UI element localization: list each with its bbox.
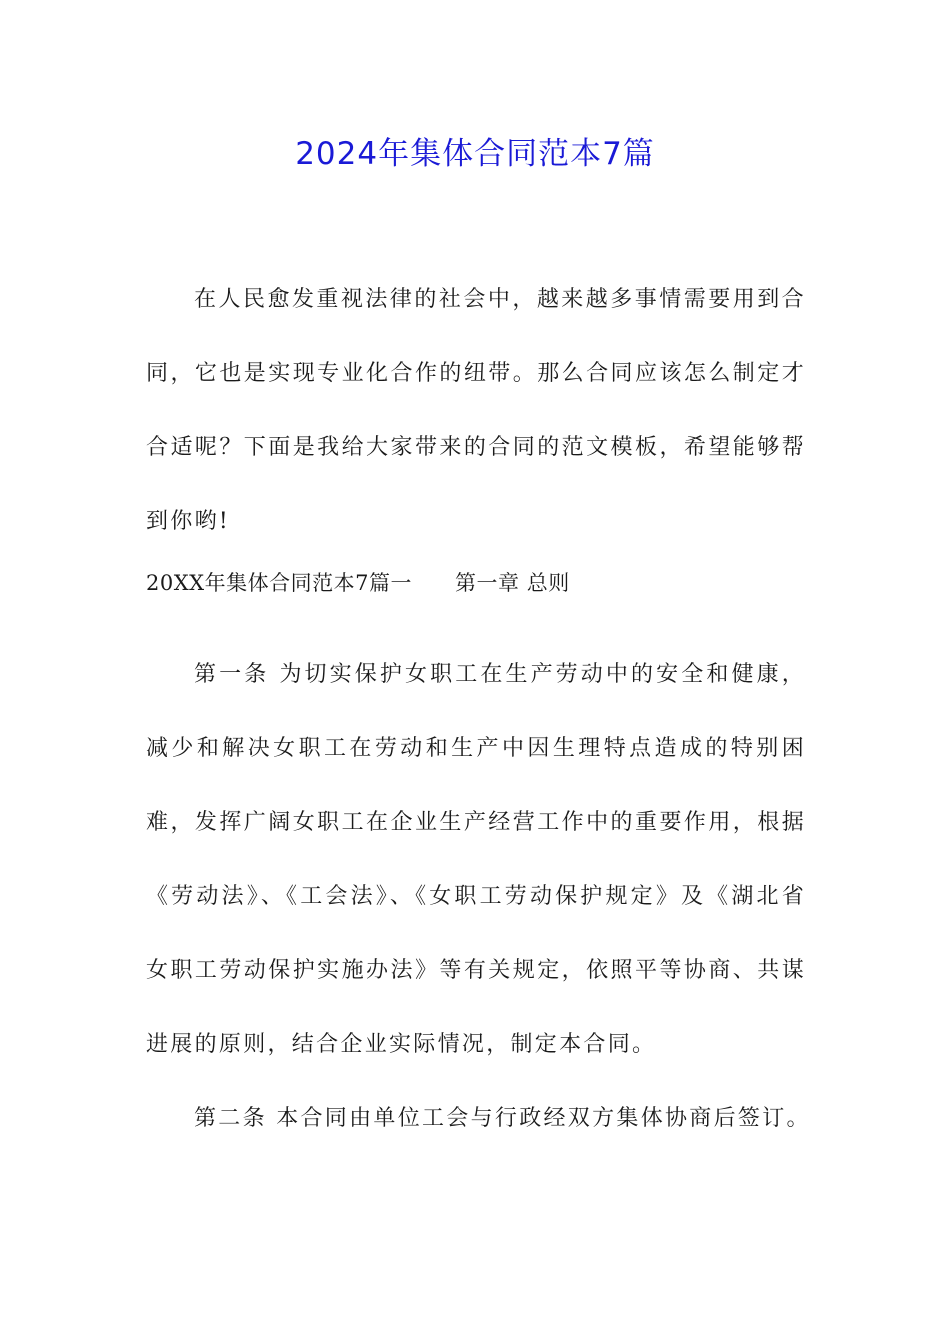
article-2-paragraph: 第二条 本合同由单位工会与行政经双方集体协商后签订。 — [194, 1106, 811, 1131]
document-title: 2024年集体合同范本7篇 — [295, 136, 655, 172]
article-1-paragraph: 第一条 为切实保护女职工在生产劳动中的安全和健康，减少和解决女职工在劳动和生产中因生理特点造成的特别困难，发挥广阔女职工在企业生产经营工作中的重要作用，根据《劳动法》、《工会法》、《女职工劳动保护规定》及《湖北省女职工劳动保护实施办法》等有关规定，依照平等协商、共谋进展的原则，结合企业实际情况，制定本合同。 — [146, 662, 806, 1057]
intro-paragraph: 在人民愈发重视法律的社会中，越来越多事情需要用到合同，它也是实现专业化合作的纽带。那么合同应该怎么制定才合适呢？下面是我给大家带来的合同的范文模板，希望能够帮到你哟! — [146, 287, 806, 534]
section-heading: 20XX年集体合同范本7篇一 第一章 总则 — [146, 571, 570, 595]
